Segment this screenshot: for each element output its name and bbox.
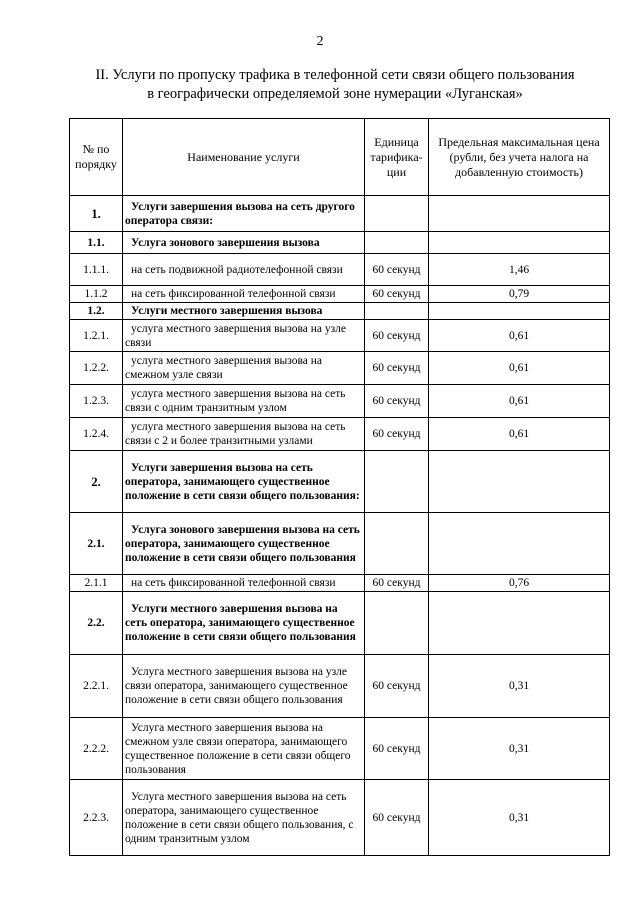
row-name: Услуга местного завершения вызова на сеть оператора, занимающего существенное положение в сети связи общего пользования, с одним транзитным узлом <box>123 780 365 856</box>
row-price <box>429 451 610 513</box>
row-price <box>429 592 610 655</box>
row-unit <box>365 196 429 232</box>
row-num: 1.2.2. <box>70 352 123 385</box>
header-price: Предельная максимальная цена (рубли, без учета налога на добавленную стоимость) <box>429 119 610 196</box>
row-num: 1.1.2 <box>70 286 123 303</box>
row-num: 1.2. <box>70 303 123 320</box>
row-name: Услуга зонового завершения вызова <box>123 232 365 254</box>
row-unit: 60 секунд <box>365 254 429 286</box>
table-row <box>70 592 610 655</box>
row-num: 2.2.2. <box>70 718 123 780</box>
row-unit: 60 секунд <box>365 418 429 451</box>
row-name: Услуги местного завершения вызова <box>123 303 365 320</box>
row-unit: 60 секунд <box>365 320 429 352</box>
row-num: 1.2.1. <box>70 320 123 352</box>
row-num: 1.2.3. <box>70 385 123 418</box>
table-row <box>70 232 610 254</box>
section-title-line-2: в географически определяемой зоне нумерации «Луганская» <box>147 86 523 102</box>
row-unit: 60 секунд <box>365 780 429 856</box>
row-num: 1.1.1. <box>70 254 123 286</box>
row-price: 0,31 <box>429 655 610 718</box>
header-unit: Единица тарифика-ции <box>365 119 429 196</box>
row-num: 2.2.3. <box>70 780 123 856</box>
table-row <box>70 513 610 575</box>
row-price: 0,31 <box>429 718 610 780</box>
row-price: 1,46 <box>429 254 610 286</box>
row-name: услуга местного завершения вызова на сеть связи с одним транзитным узлом <box>123 385 365 418</box>
row-price: 0,79 <box>429 286 610 303</box>
row-name: на сеть фиксированной телефонной связи <box>123 286 365 303</box>
row-name: на сеть подвижной радиотелефонной связи <box>123 254 365 286</box>
header-num: № по порядку <box>70 119 123 196</box>
table-row <box>70 196 610 232</box>
row-name: Услуги завершения вызова на сеть другого оператора связи: <box>123 196 365 232</box>
row-unit <box>365 592 429 655</box>
row-num: 2. <box>70 451 123 513</box>
table-header-row <box>70 119 610 196</box>
row-name: Услуги местного завершения вызова на сеть оператора, занимающего существенное положение в сети связи общего пользования <box>123 592 365 655</box>
row-price: 0,61 <box>429 418 610 451</box>
section-title <box>60 66 610 104</box>
row-name: на сеть фиксированной телефонной связи <box>123 575 365 592</box>
row-price <box>429 303 610 320</box>
row-name: услуга местного завершения вызова на смежном узле связи <box>123 352 365 385</box>
row-unit: 60 секунд <box>365 286 429 303</box>
row-price <box>429 196 610 232</box>
row-unit: 60 секунд <box>365 385 429 418</box>
row-price: 0,61 <box>429 385 610 418</box>
row-num: 2.1.1 <box>70 575 123 592</box>
row-unit <box>365 303 429 320</box>
row-num: 2.2. <box>70 592 123 655</box>
header-name: Наименование услуги <box>123 119 365 196</box>
table-row <box>70 575 610 592</box>
table-row <box>70 286 610 303</box>
row-unit <box>365 232 429 254</box>
table-row <box>70 451 610 513</box>
row-price: 0,61 <box>429 352 610 385</box>
services-table <box>69 118 610 856</box>
table-row <box>70 303 610 320</box>
row-name: услуга местного завершения вызова на сеть связи с 2 и более транзитными узлами <box>123 418 365 451</box>
row-num: 2.2.1. <box>70 655 123 718</box>
row-name: услуга местного завершения вызова на узле связи <box>123 320 365 352</box>
row-name: Услуги завершения вызова на сеть оператора, занимающего существенное положение в сети связи общего пользования: <box>123 451 365 513</box>
table-row <box>70 352 610 385</box>
row-price: 0,31 <box>429 780 610 856</box>
table-row <box>70 718 610 780</box>
row-unit <box>365 451 429 513</box>
row-unit: 60 секунд <box>365 655 429 718</box>
row-num: 1. <box>70 196 123 232</box>
row-unit: 60 секунд <box>365 575 429 592</box>
row-num: 2.1. <box>70 513 123 575</box>
table-row <box>70 385 610 418</box>
table-row <box>70 418 610 451</box>
row-name: Услуга местного завершения вызова на узле связи оператора, занимающего существенное положение в сети связи общего пользования <box>123 655 365 718</box>
table-row <box>70 655 610 718</box>
row-name: Услуга зонового завершения вызова на сеть оператора, занимающего существенное положение в сети связи общего пользования <box>123 513 365 575</box>
row-name: Услуга местного завершения вызова на смежном узле связи оператора, занимающего существенное положение в сети связи общего пользования <box>123 718 365 780</box>
table-row <box>70 254 610 286</box>
page-number: 2 <box>316 34 324 49</box>
row-price <box>429 513 610 575</box>
row-price: 0,61 <box>429 320 610 352</box>
row-num: 1.2.4. <box>70 418 123 451</box>
row-unit: 60 секунд <box>365 352 429 385</box>
table-row <box>70 320 610 352</box>
row-unit: 60 секунд <box>365 718 429 780</box>
row-price: 0,76 <box>429 575 610 592</box>
row-num: 1.1. <box>70 232 123 254</box>
row-price <box>429 232 610 254</box>
row-unit <box>365 513 429 575</box>
section-title-line-1: II. Услуги по пропуску трафика в телефонной сети связи общего пользования <box>95 67 575 83</box>
table-row <box>70 780 610 856</box>
